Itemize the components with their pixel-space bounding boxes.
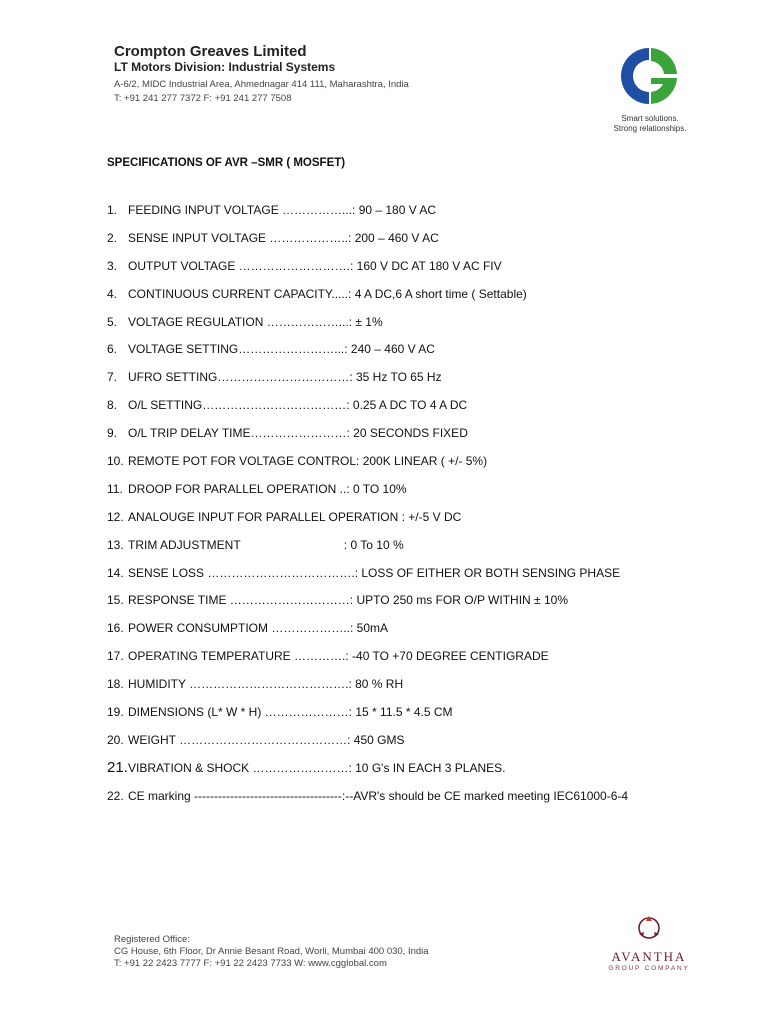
spec-number: 22.	[107, 788, 124, 803]
spec-text: SENSE LOSS ……………………………….: LOSS OF EITHER OR BOTH SENSING PHASE	[128, 565, 621, 580]
spec-text: CE marking -------------------------------------:--AVR's should be CE marked meeting IEC61000-6-4	[128, 788, 629, 803]
avantha-logo	[607, 914, 691, 972]
spec-item	[107, 789, 707, 817]
spec-item	[107, 677, 707, 705]
spec-number: 6.	[107, 342, 118, 357]
spec-number: 17.	[107, 649, 124, 664]
tagline-line2: Strong relationships.	[613, 124, 687, 133]
spec-text: ANALOUGE INPUT FOR PARALLEL OPERATION : +/-5 V DC	[128, 509, 462, 524]
spec-text: UFRO SETTING……………………………: 35 Hz TO 65 Hz	[128, 370, 442, 385]
spec-number: 18.	[107, 677, 124, 692]
spec-number: 5.	[107, 314, 118, 329]
avantha-emblem-icon	[635, 914, 663, 942]
spec-number: 11.	[107, 481, 123, 496]
spec-text: WEIGHT ……………………………………: 450 GMS	[128, 732, 405, 747]
registered-office	[114, 934, 429, 970]
spec-text: VOLTAGE REGULATION ………………...: ± 1%	[128, 314, 383, 329]
spec-item	[107, 593, 707, 621]
spec-item	[107, 203, 707, 231]
letterhead	[114, 44, 409, 106]
spec-item	[107, 370, 707, 398]
spec-item	[107, 454, 707, 482]
spec-number: 12.	[107, 509, 124, 524]
spec-number: 10.	[107, 454, 124, 469]
spec-item	[107, 426, 707, 454]
spec-item	[107, 231, 707, 259]
avantha-name: AVANTHA	[611, 949, 687, 964]
spec-item	[107, 482, 707, 510]
spec-item	[107, 621, 707, 649]
company-name: Crompton Greaves Limited	[114, 43, 307, 60]
spec-item	[107, 510, 707, 538]
spec-number: 1.	[107, 203, 118, 217]
spec-text: DROOP FOR PARALLEL OPERATION ..: 0 TO 10%	[128, 481, 407, 496]
spec-text: SENSE INPUT VOLTAGE ………………..: 200 – 460 V AC	[128, 230, 439, 245]
document-title: SPECIFICATIONS OF AVR –SMR ( MOSFET)	[107, 157, 346, 169]
spec-number: 4.	[107, 286, 118, 301]
spec-item	[107, 287, 707, 315]
spec-number: 20.	[107, 732, 124, 747]
spec-number: 13.	[107, 537, 124, 552]
footer-label: Registered Office:	[114, 934, 190, 945]
spec-text: REMOTE POT FOR VOLTAGE CONTROL: 200K LINEAR ( +/- 5%)	[128, 454, 488, 469]
spec-item	[107, 398, 707, 426]
spec-number: 19.	[107, 705, 124, 720]
company-address: A-6/2, MIDC Industrial Area, Ahmednagar 414 111, Maharashtra, India	[114, 79, 409, 90]
spec-text: VOLTAGE SETTING……………………...: 240 – 460 V AC	[128, 342, 435, 357]
spec-number: 7.	[107, 370, 118, 385]
spec-number: 14.	[107, 565, 124, 580]
cg-logo-icon	[618, 44, 680, 108]
spec-item	[107, 566, 707, 594]
spec-item	[107, 538, 707, 566]
spec-item	[107, 649, 707, 677]
spec-number: 8.	[107, 398, 118, 413]
spec-item	[107, 342, 707, 370]
spec-text: POWER CONSUMPTIOM ………………..: 50mA	[128, 621, 389, 636]
footer-contact: T: +91 22 2423 7777 F: +91 22 2423 7733 W: www.cgglobal.com	[114, 958, 387, 969]
spec-number: 16.	[107, 621, 124, 636]
spec-item	[107, 705, 707, 733]
avantha-subtitle: GROUP COMPANY	[608, 965, 690, 972]
spec-number: 15.	[107, 593, 124, 608]
spec-item	[107, 259, 707, 287]
spec-number: 21.	[107, 758, 128, 776]
spec-text: RESPONSE TIME …………………………: UPTO 250 ms FOR O/P WITHIN ± 10%	[128, 593, 568, 608]
spec-text: OPERATING TEMPERATURE ………….: -40 TO +70 DEGREE CENTIGRADE	[128, 649, 549, 664]
spec-list	[107, 203, 707, 817]
spec-text: HUMIDITY ………………………………….: 80 % RH	[128, 677, 404, 692]
spec-item	[107, 733, 707, 761]
spec-text: TRIM ADJUSTMENT : 0 To 10 %	[128, 537, 404, 552]
spec-text: O/L SETTING………………………………: 0.25 A DC TO 4 A DC	[128, 398, 468, 413]
spec-text: OUTPUT VOLTAGE ……………………….: 160 V DC AT 180 V AC FIV	[128, 258, 502, 273]
spec-number: 9.	[107, 426, 118, 441]
spec-number: 2.	[107, 230, 118, 245]
spec-item	[107, 758, 707, 789]
spec-text: O/L TRIP DELAY TIME……………………: 20 SECONDS FIXED	[128, 426, 468, 441]
spec-item	[107, 315, 707, 343]
division-name: LT Motors Division: Industrial Systems	[114, 60, 336, 74]
cg-logo	[613, 44, 687, 134]
footer-address: CG House, 6th Floor, Dr Annie Besant Road, Worli, Mumbai 400 030, India	[114, 946, 429, 957]
spec-text: CONTINUOUS CURRENT CAPACITY.....: 4 A DC,6 A short time ( Settable)	[128, 286, 527, 301]
spec-text: FEEDING INPUT VOLTAGE ……………...: 90 – 180 V AC	[128, 203, 437, 217]
spec-number: 3.	[107, 258, 118, 273]
spec-text: VIBRATION & SHOCK ……………………: 10 G's IN EACH 3 PLANES.	[128, 760, 506, 775]
tagline-line1: Smart solutions.	[621, 114, 679, 123]
spec-text: DIMENSIONS (L* W * H) …………………: 15 * 11.5 * 4.5 CM	[128, 705, 453, 720]
company-phone: T: +91 241 277 7372 F: +91 241 277 7508	[114, 93, 292, 104]
